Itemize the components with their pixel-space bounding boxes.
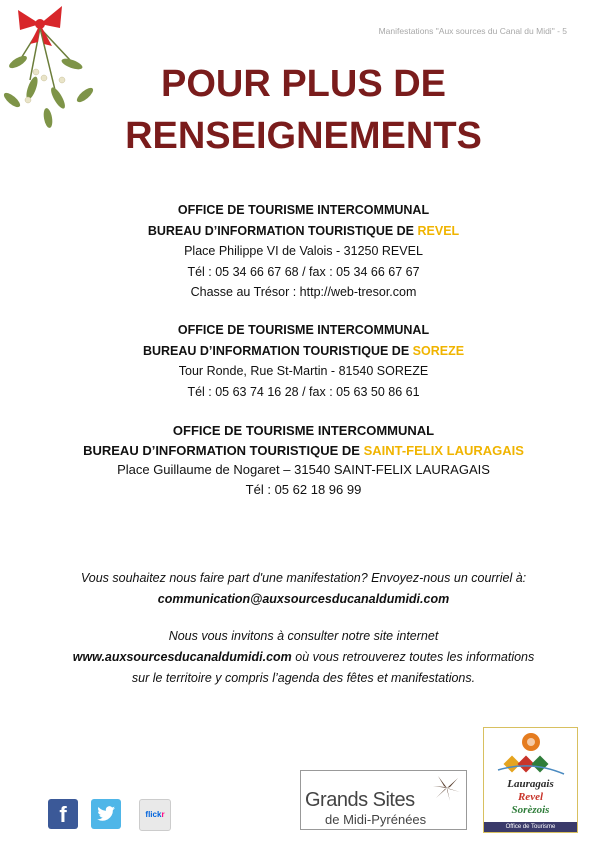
title-line-1: POUR PLUS DE (160, 63, 447, 105)
lrs-name (484, 778, 577, 817)
title-line-2: RENSEIGNEMENTS (125, 115, 482, 157)
website-suffix: où vous retrouverez toutes les informations (291, 650, 535, 664)
flickr-icon[interactable] (139, 799, 171, 831)
bureau-prefix: BUREAU D’INFORMATION TOURISTIQUE DE (83, 442, 364, 458)
flickr-text-a: flick (145, 810, 162, 819)
bureau-line (0, 341, 607, 362)
contact-website-block (0, 626, 607, 689)
office-phone: Tél : 05 63 74 16 28 / fax : 05 63 50 86 61 (187, 384, 420, 399)
contact-line: Vous souhaitez nous faire part d'une manifestation? Envoyez-nous un courriel à: (80, 571, 527, 585)
twitter-bird-icon (91, 799, 121, 829)
lrs-line-3: Sorèzois (511, 804, 550, 816)
lrs-bar: Office de Tourisme (484, 822, 577, 832)
office-soreze (0, 320, 607, 402)
page-header-note: Manifestations "Aux sources du Canal du Midi" - 5 (378, 26, 567, 36)
contact-email-link[interactable]: communication@auxsourcesducanaldumidi.com (157, 592, 450, 606)
office-address: Tour Ronde, Rue St-Martin - 81540 SOREZE (178, 364, 429, 378)
lrs-line-1: Lauragais (507, 778, 554, 790)
website-link[interactable]: www.auxsourcesducanaldumidi.com (72, 650, 292, 664)
lrs-emblem-icon (496, 730, 566, 778)
page-title (0, 58, 607, 162)
bureau-line (0, 441, 607, 461)
bureau-town: SOREZE (412, 343, 465, 358)
grands-sites-title: Grands Sites (305, 789, 415, 811)
bureau-town: SAINT-FELIX LAURAGAIS (363, 442, 524, 458)
office-phone: Tél : 05 34 66 67 68 / fax : 05 34 66 67 67 (187, 264, 420, 279)
bureau-prefix: BUREAU D’INFORMATION TOURISTIQUE DE (142, 343, 413, 358)
office-address: Place Guillaume de Nogaret – 31540 SAINT-FELIX LAURAGAIS (117, 462, 490, 477)
grands-sites-subtitle: de Midi-Pyrénées (325, 812, 427, 827)
grands-sites-logo (300, 770, 467, 830)
lauragais-revel-sorezois-logo (483, 727, 578, 833)
office-heading: OFFICE DE TOURISME INTERCOMMUNAL (177, 323, 430, 337)
facebook-icon[interactable]: f (48, 799, 78, 829)
office-extra: Chasse au Trésor : http://web-tresor.com (190, 285, 417, 299)
bureau-line (0, 221, 607, 242)
grands-sites-star-icon (432, 774, 462, 802)
contact-last-line: sur le territoire y compris l’agenda des fêtes et manifestations. (131, 671, 476, 685)
lrs-line-2: Revel (517, 791, 544, 803)
contact-email-block (0, 568, 607, 610)
office-heading: OFFICE DE TOURISME INTERCOMMUNAL (172, 423, 435, 438)
contact-invite: Nous vous invitons à consulter notre site internet (168, 629, 439, 643)
office-phone: Tél : 05 62 18 96 99 (245, 481, 362, 497)
office-address: Place Philippe VI de Valois - 31250 REVEL (184, 244, 423, 258)
office-heading: OFFICE DE TOURISME INTERCOMMUNAL (177, 203, 430, 217)
twitter-icon[interactable] (91, 799, 121, 829)
office-revel (0, 200, 607, 303)
website-line (0, 647, 607, 668)
bureau-town: REVEL (417, 223, 460, 238)
office-saint-felix (0, 421, 607, 499)
flickr-text-b: r (161, 810, 165, 819)
bureau-prefix: BUREAU D’INFORMATION TOURISTIQUE DE (147, 223, 418, 238)
